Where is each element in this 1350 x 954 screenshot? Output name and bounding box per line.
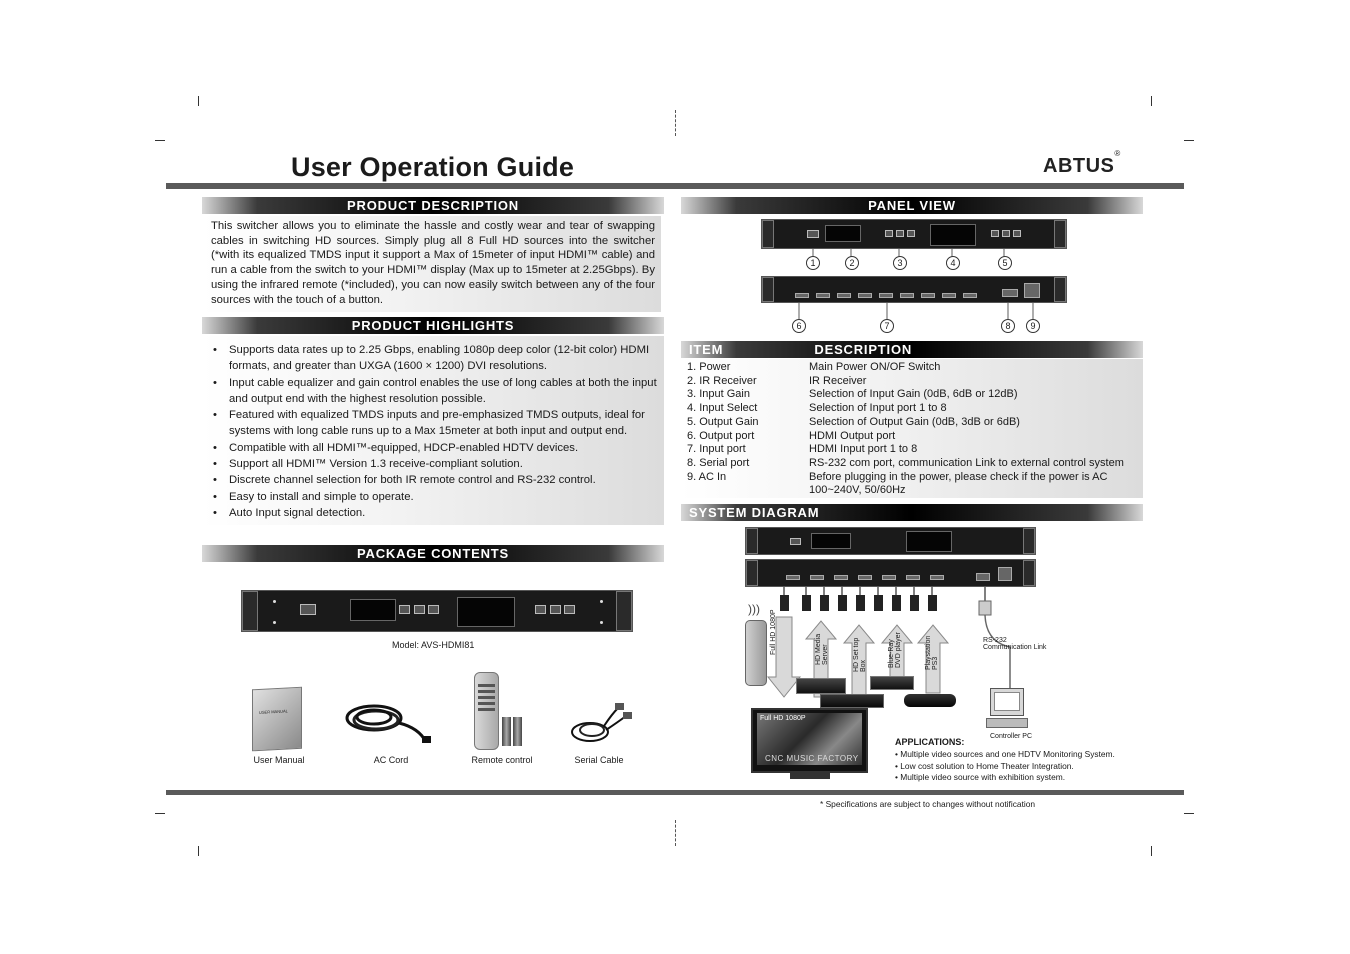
ac-inlet (1024, 283, 1040, 298)
highlight-item: • Input cable equalizer and gain control enables the use of long cables at both the input and output end with the highest resolution possible. (211, 375, 663, 408)
rack-ear (616, 591, 632, 631)
table-row (687, 375, 1139, 389)
description-cell: Selection of Output Gain (0dB, 3dB or 6dB) (809, 415, 1020, 428)
items-table-header (681, 341, 1143, 358)
crop-mark (155, 140, 165, 141)
item-cell: 2. IR Receiver (687, 374, 757, 387)
ir-display (350, 599, 396, 621)
remote-control-image (474, 672, 499, 750)
controller-pc-label: Controller PC (990, 733, 1033, 740)
description-cell: Main Power ON/OF Switch (809, 361, 941, 373)
bluray-player-device (870, 676, 914, 690)
fold-mark (675, 110, 676, 136)
system-diagram-heading: SYSTEM DIAGRAM (681, 504, 1143, 521)
item-cell: 3. Input Gain (687, 388, 750, 401)
hdmi-input-port (942, 293, 956, 298)
hdmi-port (882, 575, 896, 580)
item-cell: 8. Serial port (687, 456, 750, 469)
highlights-list (211, 342, 663, 521)
table-row (687, 416, 1139, 430)
hdmi-input-port (858, 293, 872, 298)
highlight-item: • Support all HDMI™ Version 1.3 receive-compliant solution. (211, 456, 663, 472)
highlight-item: • Easy to install and simple to operate. (211, 489, 663, 505)
switcher-front-photo (241, 590, 633, 632)
crop-mark (1184, 140, 1194, 141)
hdmi-input-port (837, 293, 851, 298)
application-text: Multiple video source with exhibition system. (900, 772, 1066, 782)
crop-mark (1151, 96, 1152, 106)
set-top-box-device (820, 694, 884, 708)
output-gain-button (564, 605, 575, 614)
hdmi-input-port (879, 293, 893, 298)
serial-port (1002, 289, 1018, 297)
manual-cover-label: USER MANUAL (259, 708, 288, 715)
col-item-label: ITEM (689, 342, 724, 357)
diagram-rear-panel (745, 559, 1036, 587)
hdmi-port (834, 575, 848, 580)
source-label: Full HD 1080P (770, 609, 777, 655)
rack-ear (746, 528, 758, 554)
gain-button (428, 605, 439, 614)
fold-mark (675, 820, 676, 846)
highlight-item: • Compatible with all HDMI™-equipped, HDCP-enabled HDTV devices. (211, 440, 663, 456)
ir-signal-icon: ))) (748, 602, 760, 616)
gain-button (414, 605, 425, 614)
description-cell: Selection of Input port 1 to 8 (809, 402, 947, 415)
output-gain-button (550, 605, 561, 614)
item-cell: 9. AC In (687, 470, 727, 483)
controller-pc-keyboard (986, 718, 1028, 728)
footer-note: * Specifications are subject to changes without notification (820, 799, 1036, 809)
applications-list (895, 749, 1115, 784)
gain-button (896, 230, 904, 237)
output-gain-button (991, 230, 999, 237)
source-label: HD Set top Box (853, 637, 867, 672)
screw (600, 600, 603, 603)
application-text: Low cost solution to Home Theater Integration. (900, 760, 1074, 771)
item-cell: 4. Input Select (687, 402, 758, 415)
description-cell: Selection of Input Gain (0dB, 6dB or 12dB) (809, 388, 1018, 401)
hdmi-port (906, 575, 920, 580)
product-description-heading: PRODUCT DESCRIPTION (202, 197, 664, 214)
callout-5: 5 (998, 256, 1012, 270)
application-item: • Multiple video source with exhibition system. (895, 772, 1066, 782)
table-row (687, 443, 1139, 457)
gain-button (399, 605, 410, 614)
ir-display (825, 225, 861, 242)
package-item-label: Remote control (471, 755, 533, 765)
crop-mark (155, 813, 165, 814)
table-row (687, 471, 1139, 498)
registered-mark: ® (1114, 149, 1121, 159)
panel-view-heading: PANEL VIEW (681, 197, 1143, 214)
highlight-item: • Supports data rates up to 2.25 Gbps, enabling 1080p deep color (12-bit color) HDMI formats, and greater than UXGA (1600 × 1200) DVI resolutions. (211, 342, 663, 375)
table-row (687, 361, 1139, 375)
hdmi-input-port (816, 293, 830, 298)
hdmi-port (786, 575, 800, 580)
user-manual-image (252, 687, 302, 752)
rear-panel-photo (761, 276, 1067, 303)
rack-ear (746, 560, 758, 586)
media-player-device (796, 678, 846, 694)
tv-screen-text: CNC MUSIC FACTORY (765, 754, 859, 763)
callout-7: 7 (880, 319, 894, 333)
input-select-block (457, 597, 515, 627)
output-gain-button (1002, 230, 1010, 237)
header-rule (166, 183, 1184, 189)
hdmi-port (810, 575, 824, 580)
rack-ear (1023, 528, 1035, 554)
application-text: Multiple video sources and one HDTV Monitoring System. (900, 749, 1115, 759)
rack-ear (762, 277, 774, 302)
callout-9: 9 (1026, 319, 1040, 333)
source-label: HD Media Server (815, 633, 829, 665)
tv-stand (790, 773, 830, 779)
ir-display (811, 533, 851, 549)
product-highlights-heading: PRODUCT HIGHLIGHTS (202, 317, 664, 334)
application-item: • Low cost solution to Home Theater Integration. (895, 760, 1074, 771)
hdmi-input-port (900, 293, 914, 298)
package-item-label: AC Cord (373, 755, 409, 765)
hdmi-port (858, 575, 872, 580)
crop-mark (1184, 813, 1194, 814)
highlight-item: • Discrete channel selection for both IR remote control and RS-232 control. (211, 472, 663, 488)
items-table (687, 361, 1139, 498)
crop-mark (198, 96, 199, 106)
rack-ear (762, 220, 774, 248)
model-label: Model: AVS-HDMI81 (392, 640, 475, 650)
output-gain-button (535, 605, 546, 614)
application-item: • Multiple video sources and one HDTV Monitoring System. (895, 749, 1115, 759)
power-button (807, 230, 819, 238)
item-cell: 5. Output Gain (687, 415, 759, 428)
callout-4: 4 (946, 256, 960, 270)
footer-rule (166, 790, 1184, 795)
description-cell: HDMI Input port 1 to 8 (809, 443, 918, 456)
description-cell: IR Receiver (809, 374, 867, 387)
tv-screen (757, 713, 862, 765)
diagram-front-panel (745, 527, 1036, 555)
controller-pc-monitor (990, 688, 1024, 716)
page-title: User Operation Guide (291, 152, 575, 182)
front-panel-photo (761, 219, 1067, 249)
highlight-item: • Auto Input signal detection. (211, 505, 663, 521)
rack-ear (1023, 560, 1035, 586)
rack-ear (1054, 220, 1066, 248)
applications-heading: APPLICATIONS: (895, 737, 965, 747)
callout-2: 2 (845, 256, 859, 270)
rack-ear (242, 591, 258, 631)
rs232-sub-label: Communication Link (983, 644, 1047, 651)
package-item-label: User Manual (253, 755, 305, 765)
callout-3: 3 (893, 256, 907, 270)
table-row (687, 457, 1139, 471)
ac-inlet (998, 567, 1012, 581)
power-button (300, 604, 316, 615)
callout-8: 8 (1001, 319, 1015, 333)
battery-image (502, 717, 511, 746)
table-row (687, 388, 1139, 402)
serial-cable-image (568, 702, 634, 744)
hdmi-output-port (795, 293, 809, 298)
description-cell: HDMI Output port (809, 429, 896, 442)
hdmi-port (930, 575, 944, 580)
screw (273, 600, 276, 603)
screw (273, 621, 276, 624)
package-item-label: Serial Cable (574, 755, 624, 765)
serial-port (976, 573, 990, 581)
brand-name: ABTUS (1043, 155, 1115, 177)
screw (600, 621, 603, 624)
remote-control-icon (745, 620, 767, 686)
rs232-label: RS-232 (983, 637, 1007, 644)
product-description-text: This switcher allows you to eliminate the hassle and costly wear and tear of swapping cables in switching HD sources. Simply plug all 8 Full HD sources into the switcher (*with its equalized TMDS input it support a Max of 15meter of input HDMI™ cable) and run a cable from the switch to your HDMI™ display (Max up to 15meter at 2.25Gbps). By using the infrared remote (*included), you can now easily switch between any of the four sources with the touch of a button. (211, 220, 655, 306)
power-button (790, 538, 801, 545)
rack-ear (1054, 277, 1066, 302)
gain-button (907, 230, 915, 237)
description-cell: Before plugging in the power, please check if the power is AC 100~240V, 50/60Hz (809, 470, 1108, 497)
tv-label: Full HD 1080P (760, 715, 806, 722)
callout-1: 1 (806, 256, 820, 270)
crop-mark (1151, 846, 1152, 856)
item-cell: 6. Output port (687, 429, 755, 442)
callout-6: 6 (792, 319, 806, 333)
battery-image (513, 717, 522, 746)
ac-cord-image (344, 698, 434, 748)
package-contents-heading: PACKAGE CONTENTS (202, 545, 664, 562)
description-cell: RS-232 com port, communication Link to external control system (809, 456, 1124, 469)
highlight-item: • Featured with equalized TMDS inputs and pre-emphasized TMDS outputs, ideal for systems with long cable runs up to a Max 15meter at both input and output end. (211, 407, 663, 440)
item-cell: 7. Input port (687, 443, 746, 456)
hdmi-input-port (921, 293, 935, 298)
item-cell: 1. Power (687, 361, 731, 373)
gain-button (885, 230, 893, 237)
rear-callout-leaders (761, 303, 1067, 321)
source-label: Blue-Ray DVD player (888, 632, 902, 668)
output-gain-button (1013, 230, 1021, 237)
source-label: Playstation PS3 (925, 635, 939, 670)
hdmi-input-port (963, 293, 977, 298)
crop-mark (198, 846, 199, 856)
col-description-label: DESCRIPTION (814, 342, 913, 357)
hdtv-display (751, 708, 868, 773)
brand-logo (1043, 149, 1121, 178)
input-select-block (906, 531, 952, 552)
playstation-device (904, 694, 956, 707)
table-row (687, 430, 1139, 444)
table-row (687, 402, 1139, 416)
input-select-block (930, 224, 976, 246)
